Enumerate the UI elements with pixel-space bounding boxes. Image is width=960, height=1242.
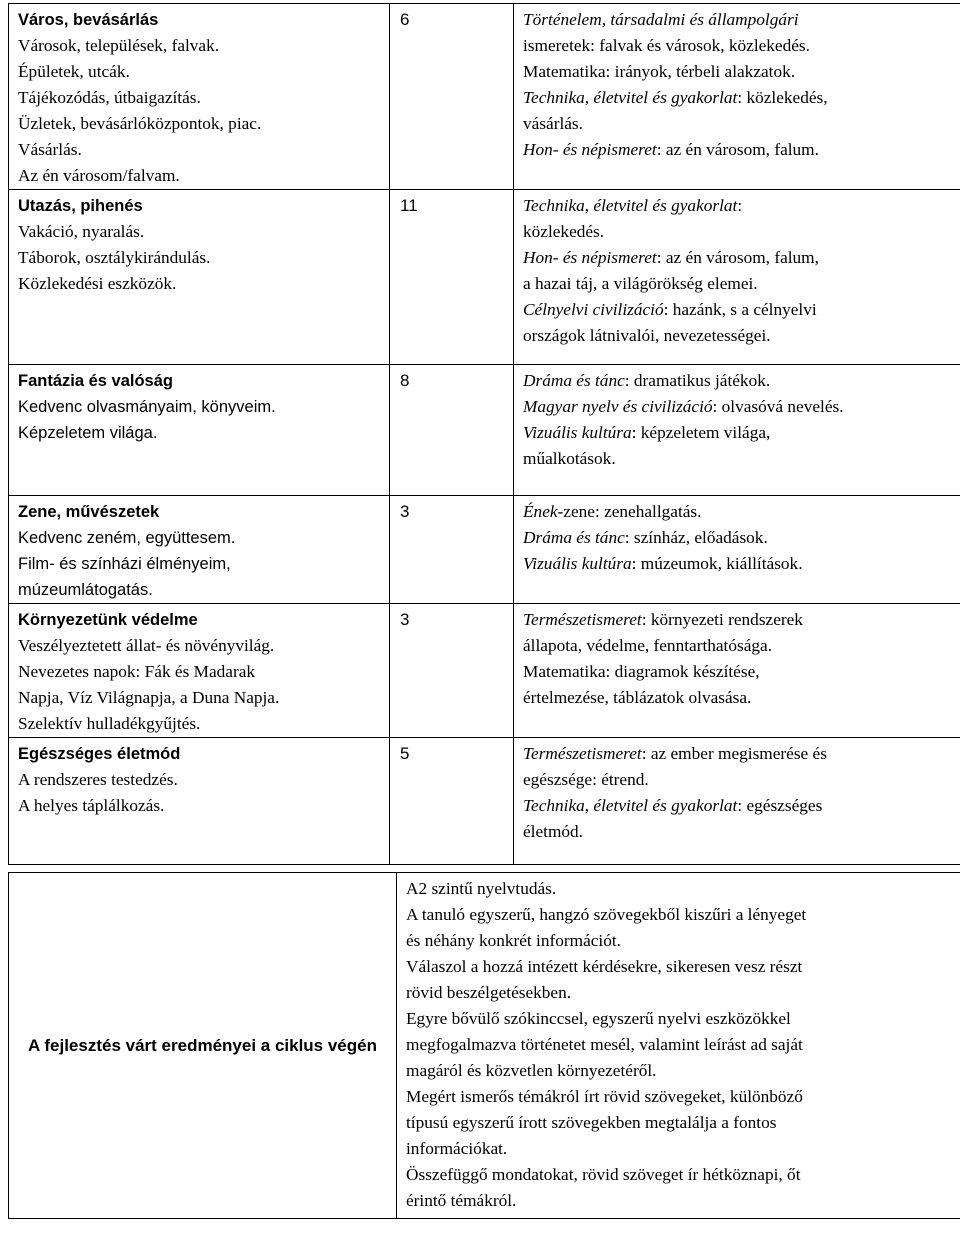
topic-row xyxy=(9,738,960,865)
connections-cell xyxy=(514,4,960,190)
connection-line: Természetismeret: környezeti rendszerek xyxy=(523,610,803,629)
topic-item: Üzletek, bevásárlóközpontok, piac. xyxy=(18,114,262,133)
connection-line: Matematika: irányok, térbeli alakzatok. xyxy=(523,62,796,81)
topic-cell xyxy=(9,496,390,604)
topic-heading: Egészséges életmód xyxy=(18,745,181,763)
hours-value: 3 xyxy=(400,502,410,521)
outcome-line: érintő témákról. xyxy=(406,1191,517,1210)
topic-item: Kedvenc olvasmányaim, könyveim. xyxy=(18,398,276,416)
connection-line: műalkotások. xyxy=(523,449,616,468)
subject-name: Vizuális kultúra xyxy=(523,554,632,573)
topic-row xyxy=(9,4,960,190)
connection-line: Technika, életvitel és gyakorlat: közlekedés, xyxy=(523,88,828,107)
outcome-line: Megért ismerős témákról írt rövid szövegeket, különböző xyxy=(406,1087,803,1106)
topic-item: Közlekedési eszközök. xyxy=(18,274,177,293)
topic-item: Film- és színházi élményeim, xyxy=(18,555,231,573)
connections-cell xyxy=(514,496,960,604)
hours-cell xyxy=(390,604,514,738)
hours-cell xyxy=(390,496,514,604)
topic-item: Szelektív hulladékgyűjtés. xyxy=(18,714,201,733)
outcome-line: típusú egyszerű írott szövegekben megtalálja a fontos xyxy=(406,1113,777,1132)
connection-line: Matematika: diagramok készítése, xyxy=(523,662,760,681)
subject-name: Természetismeret xyxy=(523,610,642,629)
connection-line: a hazai táj, a világörökség elemei. xyxy=(523,274,758,293)
connections-cell xyxy=(514,604,960,738)
topic-item: Veszélyeztetett állat- és növényvilág. xyxy=(18,636,275,655)
connection-line: országok látnivalói, nevezetességei. xyxy=(523,326,771,345)
outcomes-text xyxy=(397,873,960,1219)
subject-name: Dráma és tánc xyxy=(523,528,625,547)
connection-line: Vizuális kultúra: múzeumok, kiállítások. xyxy=(523,554,803,573)
topic-row xyxy=(9,496,960,604)
topic-row xyxy=(9,604,960,738)
connection-line: vásárlás. xyxy=(523,114,583,133)
topic-item: Vásárlás. xyxy=(18,140,82,159)
connection-line: életmód. xyxy=(523,822,583,841)
topic-heading: Zene, művészetek xyxy=(18,503,160,521)
connection-line: közlekedés. xyxy=(523,222,605,241)
topic-item: Épületek, utcák. xyxy=(18,62,130,81)
topic-heading: Fantázia és valóság xyxy=(18,372,173,390)
outcomes-label: A fejlesztés várt eredményei a ciklus végén xyxy=(9,873,397,1219)
subject-name: Technika, életvitel és gyakorlat xyxy=(523,88,738,107)
hours-cell xyxy=(390,365,514,496)
topic-item: Városok, települések, falvak. xyxy=(18,36,220,55)
curriculum-topics-table xyxy=(8,3,960,865)
connections-cell xyxy=(514,190,960,365)
subject-name: Ének- xyxy=(523,502,564,521)
subject-name: Hon- és népismeret xyxy=(523,248,657,267)
hours-cell xyxy=(390,738,514,865)
topic-row xyxy=(9,365,960,496)
connection-line: állapota, védelme, fenntarthatósága. xyxy=(523,636,773,655)
topic-row xyxy=(9,190,960,365)
hours-value: 8 xyxy=(400,371,410,390)
outcome-line: megfogalmazva történetet mesél, valamint leírást ad saját xyxy=(406,1035,803,1054)
topic-item: Napja, Víz Világnapja, a Duna Napja. xyxy=(18,688,280,707)
topic-item: Nevezetes napok: Fák és Madarak xyxy=(18,662,256,681)
topic-heading: Környezetünk védelme xyxy=(18,611,198,629)
subject-name: Vizuális kultúra xyxy=(523,423,632,442)
connection-line: Magyar nyelv és civilizáció: olvasóvá nevelés. xyxy=(523,397,844,416)
hours-cell xyxy=(390,4,514,190)
connection-line: Technika, életvitel és gyakorlat: egészséges xyxy=(523,796,823,815)
subject-name: Dráma és tánc xyxy=(523,371,625,390)
connection-line xyxy=(523,7,960,33)
outcome-line: A2 szintű nyelvtudás. xyxy=(406,879,557,898)
outcomes-table xyxy=(8,872,960,1219)
outcome-line: információkat. xyxy=(406,1139,508,1158)
connection-line: Dráma és tánc: dramatikus játékok. xyxy=(523,371,771,390)
subject-name: Történelem, társadalmi és állampolgári xyxy=(523,10,799,29)
connection-line: egészsége: étrend. xyxy=(523,770,649,789)
topic-item: A rendszeres testedzés. xyxy=(18,770,178,789)
connection-line: Hon- és népismeret: az én városom, falum. xyxy=(523,140,819,159)
connection-line: Hon- és népismeret: az én városom, falum, xyxy=(523,248,819,267)
connection-line: ismeretek: falvak és városok, közlekedés. xyxy=(523,36,810,55)
outcome-line: Összefüggő mondatokat, rövid szöveget ír hétköznapi, őt xyxy=(406,1165,801,1184)
topic-item: Tájékozódás, útbaigazítás. xyxy=(18,88,201,107)
hours-value: 11 xyxy=(400,196,418,215)
hours-value: 3 xyxy=(400,610,410,629)
topic-item: Képzeletem világa. xyxy=(18,424,158,442)
outcome-line: A tanuló egyszerű, hangzó szövegekből kiszűri a lényeget xyxy=(406,905,807,924)
subject-name: Technika, életvitel és gyakorlat xyxy=(523,796,738,815)
connection-line: Dráma és tánc: színház, előadások. xyxy=(523,528,768,547)
topic-heading: Utazás, pihenés xyxy=(18,197,143,215)
connection-line: Természetismeret: az ember megismerése és xyxy=(523,744,827,763)
connections-cell xyxy=(514,738,960,865)
outcome-line: magáról és közvetlen környezetéről. xyxy=(406,1061,657,1080)
subject-name: Természetismeret xyxy=(523,744,642,763)
outcome-line: rövid beszélgetésekben. xyxy=(406,983,572,1002)
connection-line: Technika, életvitel és gyakorlat: xyxy=(523,196,743,215)
outcome-line: Egyre bővülő szókinccsel, egyszerű nyelvi eszközökkel xyxy=(406,1009,791,1028)
topic-cell xyxy=(9,365,390,496)
topic-cell xyxy=(9,4,390,190)
topic-heading: Város, bevásárlás xyxy=(18,11,159,29)
outcome-line: és néhány konkrét információt. xyxy=(406,931,621,950)
topic-cell xyxy=(9,190,390,365)
outcome-line: Válaszol a hozzá intézett kérdésekre, sikeresen vesz részt xyxy=(406,957,803,976)
topic-item: Kedvenc zeném, együttesem. xyxy=(18,529,236,547)
topic-item: A helyes táplálkozás. xyxy=(18,796,165,815)
subject-name: Technika, életvitel és gyakorlat xyxy=(523,196,738,215)
topic-item: Táborok, osztálykirándulás. xyxy=(18,248,211,267)
topic-item: múzeumlátogatás. xyxy=(18,581,153,599)
connection-line: értelmezése, táblázatok olvasása. xyxy=(523,688,752,707)
topic-cell xyxy=(9,738,390,865)
connection-line: Célnyelvi civilizáció: hazánk, s a célnyelvi xyxy=(523,300,817,319)
topic-cell xyxy=(9,604,390,738)
connections-cell xyxy=(514,365,960,496)
outcomes-row xyxy=(9,873,960,1219)
topic-item: Vakáció, nyaralás. xyxy=(18,222,145,241)
subject-name: Hon- és népismeret xyxy=(523,140,657,159)
connection-line: Ének-zene: zenehallgatás. xyxy=(523,502,702,521)
hours-value: 6 xyxy=(400,10,410,29)
topic-item: Az én városom/falvam. xyxy=(18,166,180,185)
hours-value: 5 xyxy=(400,744,410,763)
hours-cell xyxy=(390,190,514,365)
connection-line: Vizuális kultúra: képzeletem világa, xyxy=(523,423,771,442)
subject-name: Célnyelvi civilizáció xyxy=(523,300,664,319)
subject-name: Magyar nyelv és civilizáció xyxy=(523,397,713,416)
